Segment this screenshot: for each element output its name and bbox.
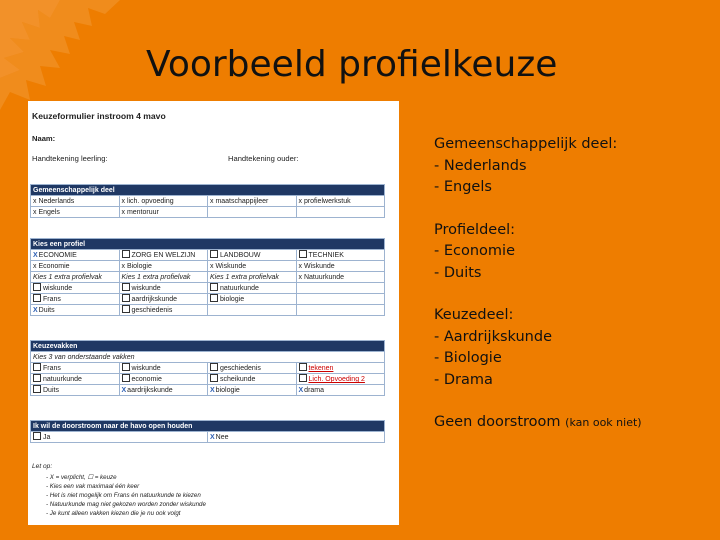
summary-item: - Drama xyxy=(434,370,714,392)
transfer-header: Ik wil de doorstroom naar de havo open houden xyxy=(31,421,385,432)
note-label: Let op: xyxy=(32,463,53,470)
form-title: Keuzeformulier instroom 4 mavo xyxy=(32,111,166,121)
cell: x Nederlands xyxy=(31,196,120,207)
check-x-icon: X xyxy=(33,251,38,259)
summary-item: - Biologie xyxy=(434,348,714,370)
profile-header: Kies een profiel xyxy=(31,239,385,250)
checkbox-icon xyxy=(33,283,41,291)
checkbox-icon xyxy=(122,363,130,371)
profile-zorg[interactable]: ZORG EN WELZIJN xyxy=(119,250,208,261)
name-label: Naam: xyxy=(32,134,56,143)
elective-economie[interactable]: economie xyxy=(119,374,208,385)
cell: x maatschappijleer xyxy=(208,196,297,207)
cell: Kies 1 extra profielvak xyxy=(119,272,208,283)
checkbox-icon xyxy=(210,363,218,371)
lion-logo-icon xyxy=(0,0,130,110)
summary-electives xyxy=(434,305,714,391)
checkbox-icon xyxy=(122,250,130,258)
checkbox-icon xyxy=(122,305,130,313)
note-item: - Natuurkunde mag niet gekozen worden zonder wiskunde xyxy=(46,500,206,509)
checkbox-icon xyxy=(299,250,307,258)
option-aardrijkskunde[interactable]: aardrijkskunde xyxy=(119,294,208,305)
check-x-icon: X xyxy=(210,386,215,394)
cell xyxy=(296,305,385,316)
checkbox-icon xyxy=(122,294,130,302)
elective-natuurkunde[interactable]: natuurkunde xyxy=(31,374,120,385)
cell: x Economie xyxy=(31,261,120,272)
elective-geschiedenis[interactable]: geschiedenis xyxy=(208,363,297,374)
transfer-text: Geen doorstroom xyxy=(434,414,561,430)
cell: x Natuurkunde xyxy=(296,272,385,283)
cell: x Wiskunde xyxy=(208,261,297,272)
cell: Kies 1 extra profielvak xyxy=(208,272,297,283)
cell xyxy=(296,294,385,305)
checkbox-icon xyxy=(299,363,307,371)
elective-lo2[interactable]: Lich. Opvoeding 2 xyxy=(296,374,385,385)
signature-parent-label: Handtekening ouder: xyxy=(228,154,299,163)
summary-item: - Engels xyxy=(434,177,714,199)
check-x-icon: X xyxy=(33,306,38,314)
cell: x mentoruur xyxy=(119,207,208,218)
summary-item: - Duits xyxy=(434,263,714,285)
checkbox-icon xyxy=(122,283,130,291)
checkbox-icon xyxy=(33,385,41,393)
option-natuurkunde[interactable]: natuurkunde xyxy=(208,283,297,294)
cell: x profielwerkstuk xyxy=(296,196,385,207)
signature-student-label: Handtekening leerling: xyxy=(32,154,108,163)
checkbox-icon xyxy=(33,432,41,440)
transfer-no[interactable]: XNee xyxy=(208,432,385,443)
check-x-icon: X xyxy=(121,386,127,394)
cell xyxy=(296,283,385,294)
elective-duits[interactable]: Duits xyxy=(31,385,120,396)
option-biologie[interactable]: biologie xyxy=(208,294,297,305)
summary-item: - Economie xyxy=(434,241,714,263)
profile-table xyxy=(30,238,385,316)
summary-transfer xyxy=(434,412,714,434)
profile-landbouw[interactable]: LANDBOUW xyxy=(208,250,297,261)
note-item: - X = verplicht, ☐ = keuze xyxy=(46,473,206,482)
electives-sub: Kies 3 van onderstaande vakken xyxy=(31,352,385,363)
note-item: - Kies een vak maximaal één keer xyxy=(46,482,206,491)
cell: Kies 1 extra profielvak xyxy=(31,272,120,283)
option-wiskunde[interactable]: wiskunde xyxy=(119,283,208,294)
common-table xyxy=(30,184,385,218)
elective-scheikunde[interactable]: scheikunde xyxy=(208,374,297,385)
elective-wiskunde[interactable]: wiskunde xyxy=(119,363,208,374)
cell xyxy=(208,305,297,316)
checkbox-icon xyxy=(33,363,41,371)
option-frans[interactable]: Frans xyxy=(31,294,120,305)
transfer-note: (kan ook niet) xyxy=(565,416,642,429)
check-x-icon: X xyxy=(210,433,215,441)
note-item: - Het is niet mogelijk om Frans én natuurkunde te kiezen xyxy=(46,491,206,500)
checkbox-icon xyxy=(210,294,218,302)
checkbox-icon xyxy=(299,374,307,382)
transfer-table xyxy=(30,420,385,443)
cell xyxy=(208,207,297,218)
checkbox-icon xyxy=(33,374,41,382)
transfer-yes[interactable]: Ja xyxy=(31,432,208,443)
cell: x Biologie xyxy=(119,261,208,272)
summary-heading: Gemeenschappelijk deel: xyxy=(434,136,618,152)
note-item: - Je kunt alleen vakken kiezen die je nu ook volgt xyxy=(46,509,206,518)
checkbox-icon xyxy=(33,294,41,302)
cell: x lich. opvoeding xyxy=(119,196,208,207)
choice-form xyxy=(28,101,399,525)
elective-drama[interactable]: Xdrama xyxy=(296,385,385,396)
checkbox-icon xyxy=(210,374,218,382)
cell: x Engels xyxy=(31,207,120,218)
summary-panel xyxy=(434,134,714,434)
elective-aardrijkskunde[interactable]: Xaardrijkskunde xyxy=(119,385,208,396)
cell: x Wiskunde xyxy=(296,261,385,272)
electives-table xyxy=(30,340,385,396)
summary-item: - Aardrijkskunde xyxy=(434,327,714,349)
elective-biologie[interactable]: Xbiologie xyxy=(208,385,297,396)
check-x-icon: X xyxy=(298,386,304,394)
summary-profile xyxy=(434,220,714,285)
summary-heading: Keuzedeel: xyxy=(434,307,514,323)
profile-techniek[interactable]: TECHNIEK xyxy=(296,250,385,261)
summary-heading: Profieldeel: xyxy=(434,221,516,238)
option-duits[interactable]: XDuits xyxy=(31,305,120,316)
checkbox-icon xyxy=(210,250,218,258)
checkbox-icon xyxy=(122,374,130,382)
summary-common xyxy=(434,134,714,199)
common-header: Gemeenschappelijk deel xyxy=(31,185,385,196)
elective-tekenen[interactable]: tekenen xyxy=(296,363,385,374)
cell xyxy=(296,207,385,218)
elective-frans[interactable]: Frans xyxy=(31,363,120,374)
checkbox-icon xyxy=(210,283,218,291)
option-wiskunde[interactable]: wiskunde xyxy=(31,283,120,294)
slide-title: Voorbeeld profielkeuze xyxy=(146,44,558,85)
profile-economie[interactable]: XECONOMIE xyxy=(31,250,120,261)
electives-header: Keuzevakken xyxy=(31,341,385,352)
option-geschiedenis[interactable]: geschiedenis xyxy=(119,305,208,316)
summary-item: - Nederlands xyxy=(434,156,714,178)
notes-list xyxy=(46,473,206,518)
